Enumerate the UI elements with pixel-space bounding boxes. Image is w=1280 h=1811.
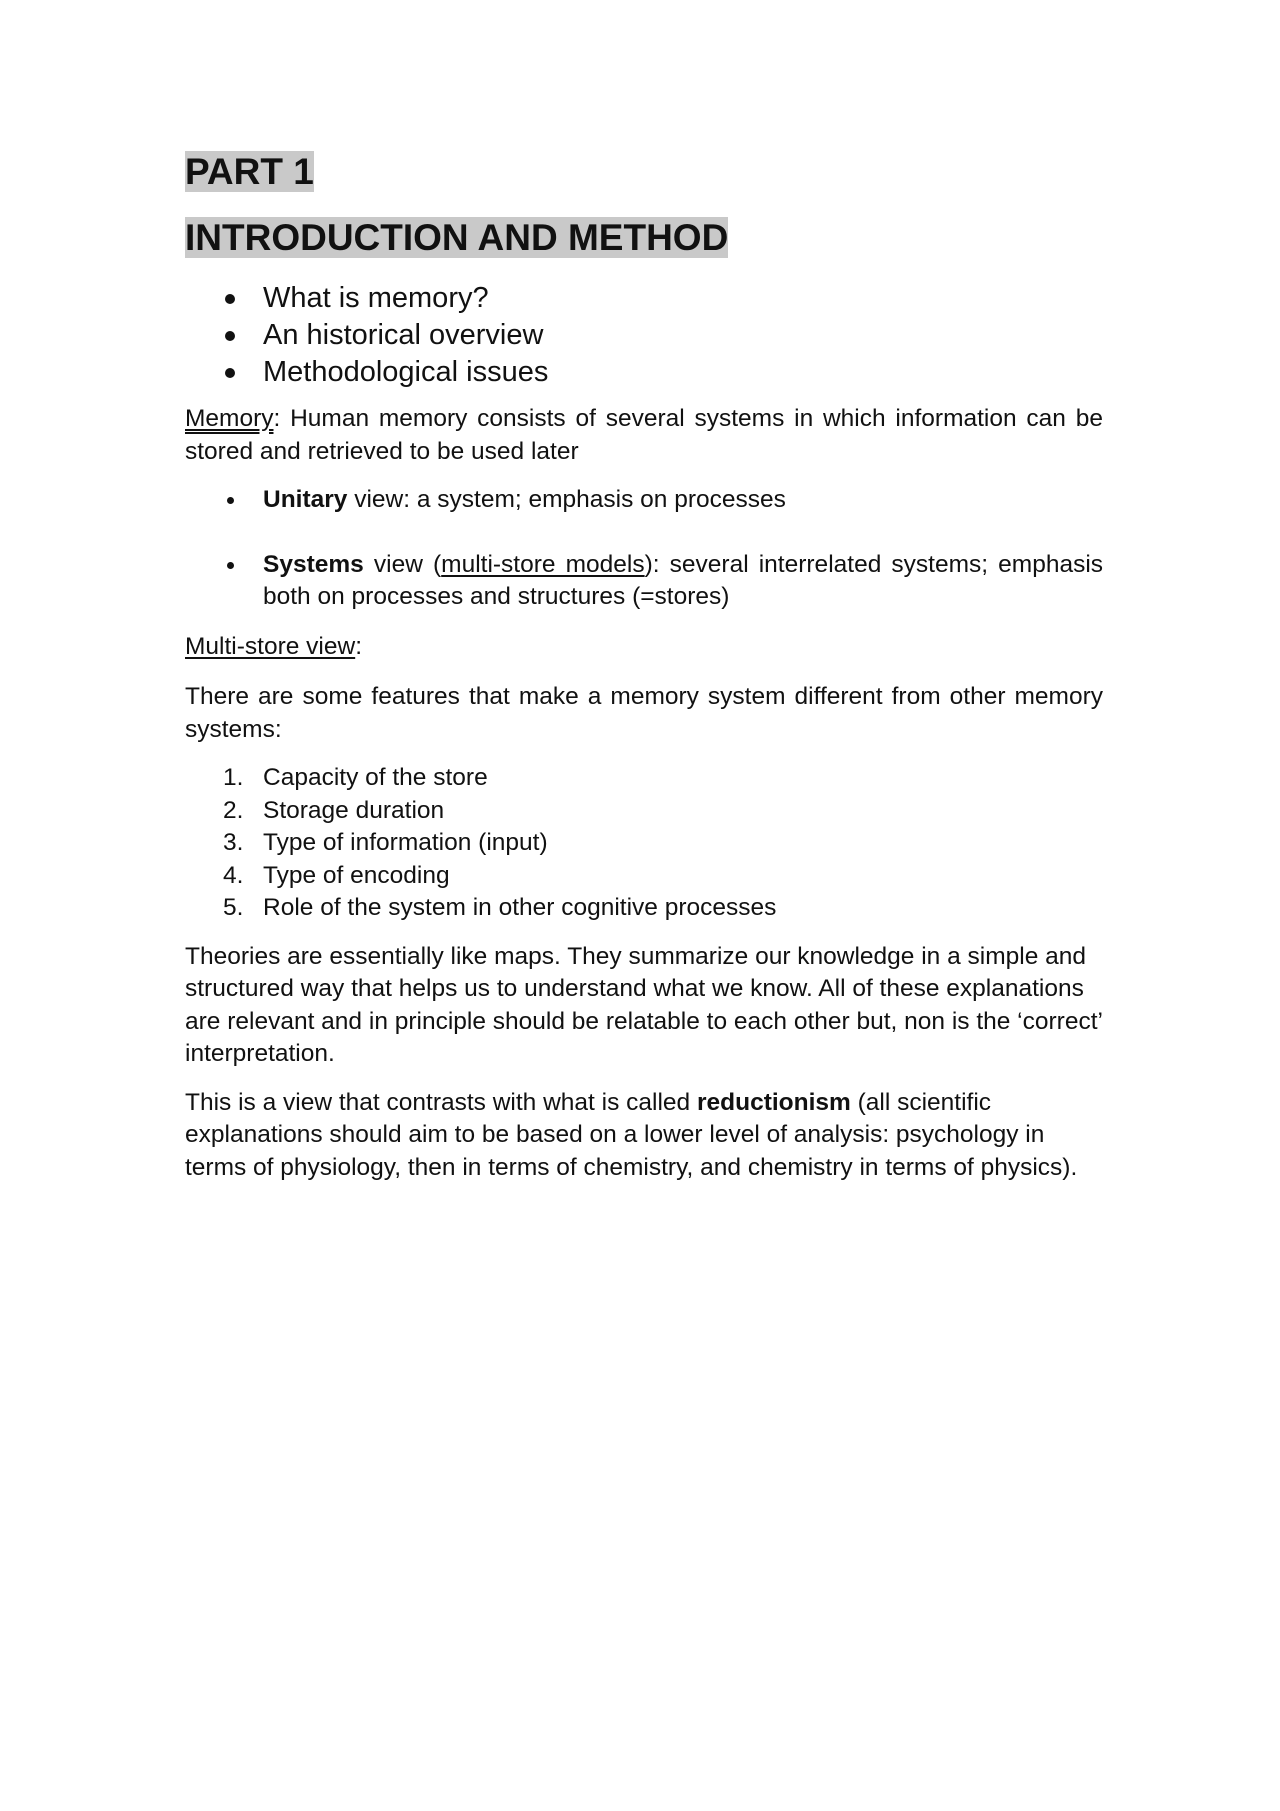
section-title	[185, 216, 1103, 260]
multi-store-models-term: multi-store models	[441, 550, 645, 578]
list-item	[185, 860, 1103, 893]
list-number: 3.	[223, 829, 244, 856]
systems-label: Systems	[263, 550, 364, 578]
reductionism-before: This is a view that contrasts with what is called	[185, 1088, 697, 1116]
features-list	[185, 762, 1103, 925]
unitary-text: view: a system; emphasis on processes	[347, 486, 786, 513]
list-number: 5.	[223, 894, 244, 921]
topics-list	[185, 280, 1103, 391]
reductionism-after: (all scientific explanations should aim to be based on a lower level of analysis: psychology in terms of physiology, then in terms of chemistry, and chemistry in terms of physics).	[185, 1088, 1078, 1181]
list-number: 1.	[223, 764, 244, 791]
systems-text-after: ): several interrelated systems; emphasis both on processes and structures (=stores)	[263, 550, 1104, 610]
reductionism-paragraph	[185, 1087, 1103, 1185]
list-item-text: Type of encoding	[263, 861, 450, 889]
document-page	[185, 150, 1103, 1184]
multi-store-view-label: Multi-store view	[185, 632, 356, 660]
views-list	[185, 484, 1103, 614]
list-item-text: Role of the system in other cognitive processes	[263, 894, 777, 921]
theories-paragraph: Theories are essentially like maps. They summarize our knowledge in a simple and structured way that helps us to understand what we know. All of these explanations are relevant and in principle should be relatable to each other but, non is the ‘correct’ interpretation.	[185, 942, 1103, 1067]
list-item: An historical overview	[185, 317, 1103, 354]
multi-store-view-colon: :	[355, 632, 362, 660]
list-item-text: Type of information (input)	[263, 829, 548, 856]
memory-definition	[185, 403, 1103, 468]
list-item	[185, 762, 1103, 795]
memory-term: Memory	[185, 405, 274, 432]
unitary-view-item	[185, 484, 1103, 517]
memory-definition-text: : Human memory consists of several systems in which information can be stored and retrieved to be used later	[185, 405, 1103, 465]
list-item	[185, 795, 1103, 828]
list-item	[185, 827, 1103, 860]
list-item	[185, 892, 1103, 925]
list-item: Methodological issues	[185, 354, 1103, 391]
reductionism-term: reductionism	[696, 1088, 851, 1116]
list-item: What is memory?	[185, 280, 1103, 317]
part-heading-text: PART 1	[185, 151, 314, 192]
part-heading	[185, 150, 1103, 194]
unitary-label: Unitary	[263, 486, 348, 513]
list-item-text: Storage duration	[263, 796, 445, 824]
list-number: 4.	[223, 861, 244, 889]
systems-text-before: view (	[363, 550, 442, 578]
list-item-text: Capacity of the store	[263, 764, 488, 791]
systems-view-item	[185, 549, 1103, 614]
list-number: 2.	[223, 796, 244, 824]
features-intro: There are some features that make a memory system different from other memory systems:	[185, 683, 1103, 743]
section-title-text: INTRODUCTION AND METHOD	[185, 217, 729, 258]
multi-store-view-heading	[185, 631, 1103, 664]
